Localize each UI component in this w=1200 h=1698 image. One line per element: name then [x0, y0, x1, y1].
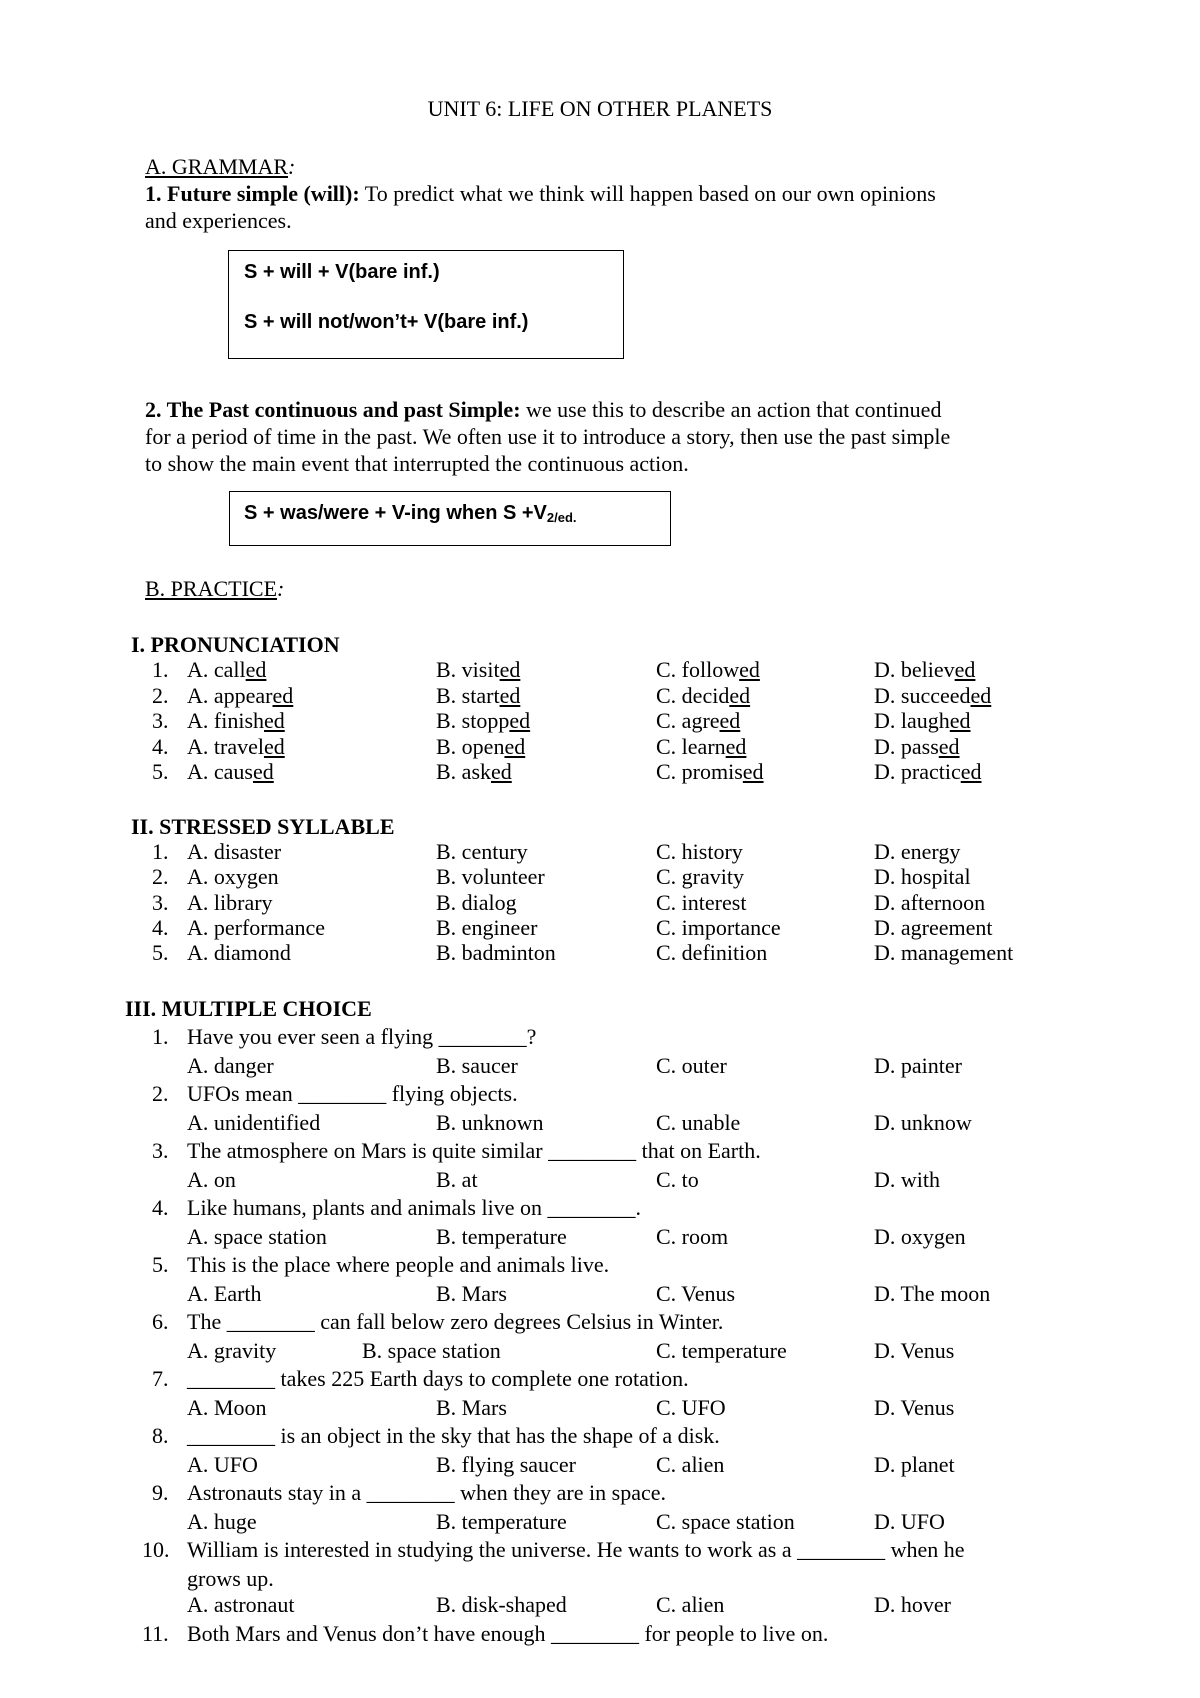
answer-option: A. astronaut	[187, 1592, 295, 1617]
question-number: 9.	[152, 1480, 169, 1505]
question-text: William is interested in studying the universe. He wants to work as a ________ when he	[187, 1537, 965, 1562]
question-text: Astronauts stay in a ________ when they are in space.	[187, 1480, 666, 1505]
answer-option: A. Moon	[187, 1394, 267, 1420]
option-stem: A. appear	[187, 682, 273, 708]
pronunciation-heading: I. PRONUNCIATION	[131, 632, 340, 657]
stress-number: 3.	[152, 889, 169, 915]
formula-3	[244, 500, 577, 531]
stress-option: A. diamond	[187, 940, 291, 966]
formula-2: S + will not/won’t+ V(bare inf.)	[244, 311, 529, 333]
option-stem: C. decid	[656, 682, 730, 708]
question-number: 3.	[152, 1138, 169, 1163]
pronunciation-option	[874, 708, 971, 734]
question-number: 10.	[142, 1537, 170, 1562]
question-text: Both Mars and Venus don’t have enough ________ for people to live on.	[187, 1620, 829, 1646]
answer-option: C. temperature	[656, 1337, 787, 1363]
option-ending: ed	[725, 733, 747, 759]
question-number: 2.	[152, 1081, 169, 1106]
grammar-1-heading: 1. Future simple (will):	[145, 181, 360, 206]
answer-option: B. space station	[362, 1337, 501, 1363]
option-ending: ed	[252, 759, 274, 784]
answer-option: B. unknown	[436, 1109, 544, 1135]
answer-option: A. Earth	[187, 1280, 262, 1306]
question-text-cont: grows up.	[187, 1565, 274, 1591]
stress-number: 4.	[152, 914, 169, 940]
answer-option: D. oxygen	[874, 1223, 966, 1249]
section-b-heading	[145, 576, 284, 602]
option-ending: ed	[949, 708, 971, 733]
stress-option: D. hospital	[874, 864, 971, 890]
answer-option: A. danger	[187, 1052, 274, 1078]
option-stem: C. agre	[656, 708, 720, 733]
option-stem: D. practic	[874, 759, 961, 784]
answer-option: A. UFO	[187, 1451, 258, 1477]
pronunciation-option	[436, 683, 520, 709]
formula-1: S + will + V(bare inf.)	[244, 261, 440, 283]
answer-option: A. gravity	[187, 1337, 277, 1363]
section-a-heading	[145, 154, 295, 180]
section-b-label: B. PRACTICE	[145, 576, 278, 601]
option-stem: B. visit	[436, 657, 500, 682]
answer-option: B. at	[436, 1166, 478, 1192]
question-number: 6.	[152, 1309, 169, 1334]
stress-option: B. century	[436, 839, 528, 864]
option-stem: B. open	[436, 733, 505, 759]
question-text: ________ is an object in the sky that has the shape of a disk.	[187, 1423, 720, 1448]
option-stem: A. call	[187, 657, 246, 682]
stress-option: C. definition	[656, 940, 768, 966]
answer-option: B. disk-shaped	[436, 1592, 567, 1617]
stress-option: B. volunteer	[436, 864, 545, 890]
question-text: The atmosphere on Mars is quite similar ________ that on Earth.	[187, 1138, 761, 1163]
pronunciation-number: 4.	[152, 733, 169, 759]
section-a-colon: :	[288, 154, 296, 179]
option-ending: ed	[970, 682, 992, 708]
pronunciation-number: 3.	[152, 708, 169, 733]
section-a-label: A. GRAMMAR	[145, 154, 289, 179]
pronunciation-option	[656, 657, 760, 683]
grammar-2-text3: to show the main event that interrupted the continuous action.	[145, 451, 689, 476]
answer-option: C. UFO	[656, 1394, 726, 1420]
question-number: 8.	[152, 1423, 169, 1448]
option-ending: ed	[491, 759, 512, 784]
answer-option: B. Mars	[436, 1280, 507, 1306]
pronunciation-option	[436, 759, 512, 785]
grammar-2-line1	[145, 397, 941, 423]
option-stem: C. follow	[656, 657, 740, 682]
option-stem: D. pass	[874, 733, 939, 759]
stress-option: C. importance	[656, 914, 781, 940]
stress-option: D. energy	[874, 839, 961, 864]
option-ending: ed	[499, 657, 521, 682]
option-stem: C. learn	[656, 733, 726, 759]
option-stem: A. travel	[187, 733, 264, 759]
pronunciation-option	[874, 759, 982, 785]
answer-option: A. on	[187, 1166, 236, 1192]
pronunciation-option	[187, 734, 285, 760]
option-ending: ed	[263, 733, 285, 759]
question-text: Like humans, plants and animals live on ________.	[187, 1195, 641, 1220]
option-ending: ed	[954, 657, 976, 682]
question-number: 7.	[152, 1366, 169, 1391]
question-number: 11.	[142, 1620, 169, 1646]
section-b-colon: :	[277, 576, 285, 601]
pronunciation-option	[436, 657, 520, 683]
pronunciation-option	[187, 708, 285, 734]
page-title: UNIT 6: LIFE ON OTHER PLANETS	[427, 96, 773, 121]
answer-option: C. room	[656, 1223, 729, 1249]
question-number: 5.	[152, 1252, 169, 1277]
option-ending: ed	[272, 682, 294, 708]
grammar-2-text2: for a period of time in the past. We often use it to introduce a story, then use the past simple	[145, 424, 951, 449]
option-ending: ed	[499, 682, 521, 708]
pronunciation-number: 1.	[152, 657, 169, 682]
option-ending: ed	[742, 759, 764, 784]
grammar-1-text1: To predict what we think will happen based on our own opinions	[359, 181, 936, 206]
pronunciation-option	[874, 657, 975, 683]
answer-option: D. Venus	[874, 1337, 955, 1363]
grammar-2-heading: 2. The Past continuous and past Simple:	[145, 397, 521, 422]
question-text: ________ takes 225 Earth days to complete one rotation.	[187, 1366, 689, 1391]
stress-option: C. interest	[656, 889, 747, 915]
stress-option: D. management	[874, 940, 1014, 966]
stress-option: D. afternoon	[874, 889, 986, 915]
answer-option: B. temperature	[436, 1508, 567, 1534]
option-stem: A. caus	[187, 759, 253, 784]
question-text: The ________ can fall below zero degrees Celsius in Winter.	[187, 1309, 724, 1334]
stress-heading: II. STRESSED SYLLABLE	[131, 814, 395, 839]
pronunciation-option	[436, 734, 525, 760]
option-ending: ed	[938, 733, 960, 759]
stress-option: C. gravity	[656, 864, 744, 890]
answer-option: C. outer	[656, 1052, 727, 1078]
stress-option: B. badminton	[436, 940, 556, 966]
pronunciation-option	[656, 683, 750, 709]
stress-option: C. history	[656, 839, 743, 864]
grammar-1-text2: and experiences.	[145, 208, 292, 233]
option-stem: D. succeed	[874, 682, 971, 708]
stress-option: D. agreement	[874, 914, 993, 940]
formula-3-sub: 2/ed.	[546, 510, 577, 525]
answer-option: D. unknow	[874, 1109, 972, 1135]
answer-option: D. Venus	[874, 1394, 955, 1420]
answer-option: B. Mars	[436, 1394, 507, 1420]
option-ending: ed	[245, 657, 267, 682]
question-number: 4.	[152, 1195, 169, 1220]
answer-option: B. flying saucer	[436, 1451, 576, 1477]
grammar-1-line1	[145, 181, 936, 207]
answer-option: D. painter	[874, 1052, 962, 1078]
stress-number: 5.	[152, 940, 169, 966]
option-ending: ed	[739, 657, 760, 682]
option-ending: ed	[264, 708, 285, 733]
option-ending: ed	[509, 708, 531, 733]
answer-option: A. unidentified	[187, 1109, 321, 1135]
answer-option: B. temperature	[436, 1223, 567, 1249]
pronunciation-option	[874, 734, 960, 760]
answer-option: B. saucer	[436, 1052, 518, 1078]
option-ending: ed	[504, 733, 526, 759]
answer-option: A. space station	[187, 1223, 327, 1249]
pronunciation-option	[187, 683, 293, 709]
formula-3-main: S + was/were + V-ing when S +V	[244, 502, 547, 524]
pronunciation-number: 2.	[152, 682, 169, 708]
option-ending: ed	[719, 708, 741, 733]
answer-option: D. UFO	[874, 1508, 945, 1534]
answer-option: C. alien	[656, 1451, 725, 1477]
mc-heading: III. MULTIPLE CHOICE	[125, 996, 372, 1021]
answer-option: D. hover	[874, 1592, 951, 1617]
question-text: UFOs mean ________ flying objects.	[187, 1081, 518, 1106]
pronunciation-option	[436, 708, 530, 734]
grammar-2-text1: we use this to describe an action that continued	[520, 397, 942, 422]
answer-option: C. to	[656, 1166, 699, 1192]
pronunciation-option	[656, 708, 740, 734]
option-stem: C. promis	[656, 759, 743, 784]
answer-option: D. planet	[874, 1451, 955, 1477]
option-stem: B. start	[436, 682, 500, 708]
pronunciation-number: 5.	[152, 759, 169, 784]
question-number: 1.	[152, 1024, 169, 1049]
option-stem: D. laugh	[874, 708, 950, 733]
question-text: Have you ever seen a flying ________?	[187, 1024, 537, 1049]
answer-option: A. huge	[187, 1508, 257, 1534]
question-text: This is the place where people and animals live.	[187, 1252, 610, 1277]
pronunciation-option	[874, 683, 991, 709]
pronunciation-option	[187, 759, 274, 785]
pronunciation-option	[187, 657, 266, 683]
stress-option: B. dialog	[436, 889, 517, 915]
stress-number: 1.	[152, 839, 169, 864]
option-stem: A. finish	[187, 708, 264, 733]
answer-option: C. unable	[656, 1109, 741, 1135]
answer-option: C. space station	[656, 1508, 795, 1534]
answer-option: D. The moon	[874, 1280, 991, 1306]
option-ending: ed	[729, 682, 751, 708]
answer-option: C. Venus	[656, 1280, 736, 1306]
option-ending: ed	[960, 759, 982, 784]
answer-option: C. alien	[656, 1592, 725, 1617]
stress-option: A. disaster	[187, 839, 282, 864]
stress-option: A. performance	[187, 914, 326, 940]
pronunciation-option	[656, 759, 764, 785]
stress-option: B. engineer	[436, 914, 538, 940]
stress-number: 2.	[152, 864, 169, 890]
pronunciation-option	[656, 734, 746, 760]
option-stem: D. believ	[874, 657, 955, 682]
option-stem: B. stopp	[436, 708, 510, 733]
answer-option: D. with	[874, 1166, 940, 1192]
stress-option: A. library	[187, 889, 273, 915]
stress-option: A. oxygen	[187, 864, 279, 890]
option-stem: B. ask	[436, 759, 491, 784]
